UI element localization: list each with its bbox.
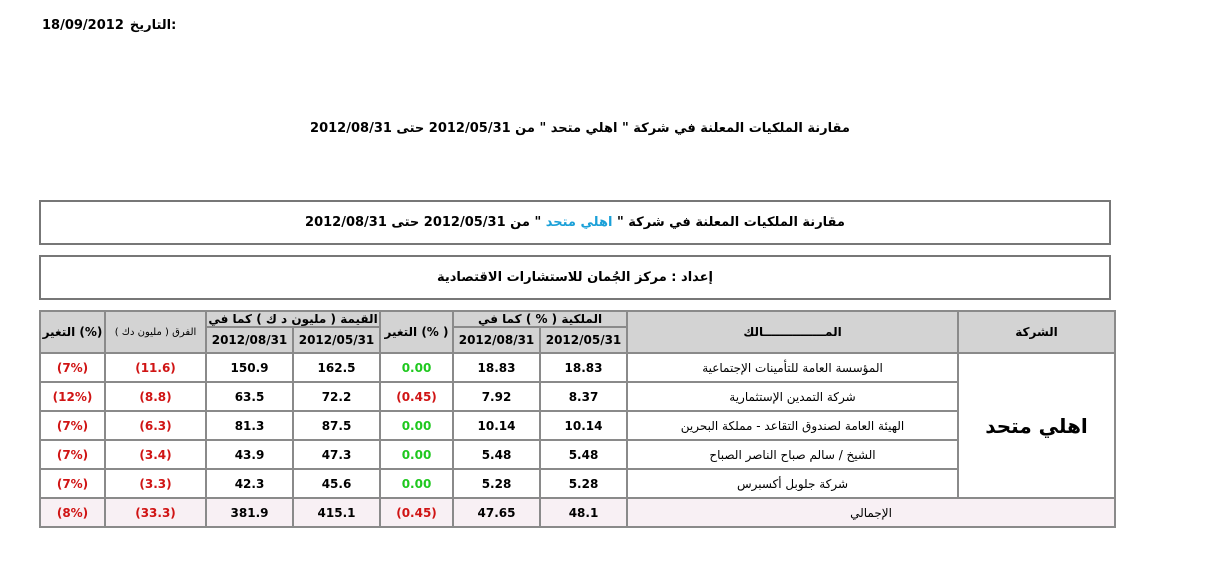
value-d1: 87.5 [293, 411, 380, 440]
ownership-d2: 5.28 [453, 469, 540, 498]
ownership-d1: 8.37 [540, 382, 627, 411]
value-d2: 81.3 [206, 411, 293, 440]
ownership-d1: 18.83 [540, 353, 627, 382]
ownership-table [39, 310, 1116, 528]
total-diff: (33.3) [105, 498, 206, 527]
owner-name: الشيخ / سالم صباح الناصر الصباح [627, 440, 958, 469]
owner-name: المؤسسة العامة للتأمينات الإجتماعية [627, 353, 958, 382]
table-row [40, 440, 1115, 469]
ownership-change: 0.00 [380, 411, 453, 440]
total-ownership-change: (0.45) [380, 498, 453, 527]
diff: (11.6) [105, 353, 206, 382]
value-d1: 162.5 [293, 353, 380, 382]
header-own-d2: 2012/08/31 [453, 327, 540, 353]
total-value-d2: 381.9 [206, 498, 293, 527]
header-value-d2: 2012/08/31 [206, 327, 293, 353]
value-d2: 43.9 [206, 440, 293, 469]
page-title: مقارنة الملكيات المعلنة في شركة " اهلي متحد " من 2012/05/31 حتى 2012/08/31 [310, 121, 850, 136]
value-d1: 47.3 [293, 440, 380, 469]
title-suffix: " من 2012/05/31 حتى 2012/08/31 [305, 215, 542, 230]
owner-name: الهيئة العامة لصندوق التقاعد - مملكة البحرين [627, 411, 958, 440]
diff: (3.3) [105, 469, 206, 498]
header-value-d1: 2012/05/31 [293, 327, 380, 353]
header-ownership: الملكية ( % ) كما في [453, 311, 627, 327]
total-ownership-d2: 47.65 [453, 498, 540, 527]
header-change-pct: التغير (% ) [380, 311, 453, 353]
title-company: اهلي متحد [545, 215, 613, 230]
diff: (6.3) [105, 411, 206, 440]
table-row [40, 469, 1115, 498]
ownership-d1: 10.14 [540, 411, 627, 440]
value-d1: 72.2 [293, 382, 380, 411]
header-company: الشركة [958, 311, 1115, 353]
value-d2: 63.5 [206, 382, 293, 411]
table-row [40, 411, 1115, 440]
header-value: القيمة ( مليون د ك ) كما في [206, 311, 380, 327]
value-change: (12%) [40, 382, 105, 411]
ownership-change: 0.00 [380, 469, 453, 498]
total-ownership-d1: 48.1 [540, 498, 627, 527]
ownership-d1: 5.48 [540, 440, 627, 469]
ownership-d2: 10.14 [453, 411, 540, 440]
ownership-d2: 7.92 [453, 382, 540, 411]
header-owner: المـــــــــــــــالك [627, 311, 958, 353]
table-row [40, 382, 1115, 411]
total-row [40, 498, 1115, 527]
value-d2: 150.9 [206, 353, 293, 382]
value-change: (7%) [40, 469, 105, 498]
value-d1: 45.6 [293, 469, 380, 498]
report-date [42, 18, 182, 33]
report-title-box [39, 200, 1111, 245]
ownership-d2: 5.48 [453, 440, 540, 469]
ownership-change: 0.00 [380, 440, 453, 469]
total-value-change: (8%) [40, 498, 105, 527]
ownership-change: 0.00 [380, 353, 453, 382]
diff: (8.8) [105, 382, 206, 411]
date-label: التاريخ: [129, 18, 177, 33]
prepared-by-box [39, 255, 1111, 300]
total-label: الإجمالي [627, 498, 1115, 527]
prepared-by: إعداد : مركز الجُمان للاستشارات الاقتصادية [436, 270, 714, 285]
ownership-d1: 5.28 [540, 469, 627, 498]
table-row [40, 353, 1115, 382]
company-name: اهلي متحد [958, 353, 1115, 498]
header-diff: الفرق ( مليون دك ) [105, 311, 206, 353]
value-change: (7%) [40, 353, 105, 382]
date-value: 18/09/2012 [42, 18, 124, 33]
owner-name: شركة التمدين الإستثمارية [627, 382, 958, 411]
diff: (3.4) [105, 440, 206, 469]
ownership-d2: 18.83 [453, 353, 540, 382]
ownership-change: (0.45) [380, 382, 453, 411]
total-value-d1: 415.1 [293, 498, 380, 527]
header-own-d1: 2012/05/31 [540, 327, 627, 353]
header-value-change: التغير (%) [40, 311, 105, 353]
value-change: (7%) [40, 440, 105, 469]
value-change: (7%) [40, 411, 105, 440]
title-prefix: مقارنة الملكيات المعلنة في شركة " [616, 215, 845, 230]
value-d2: 42.3 [206, 469, 293, 498]
owner-name: شركة جلوبل أكسبرس [627, 469, 958, 498]
